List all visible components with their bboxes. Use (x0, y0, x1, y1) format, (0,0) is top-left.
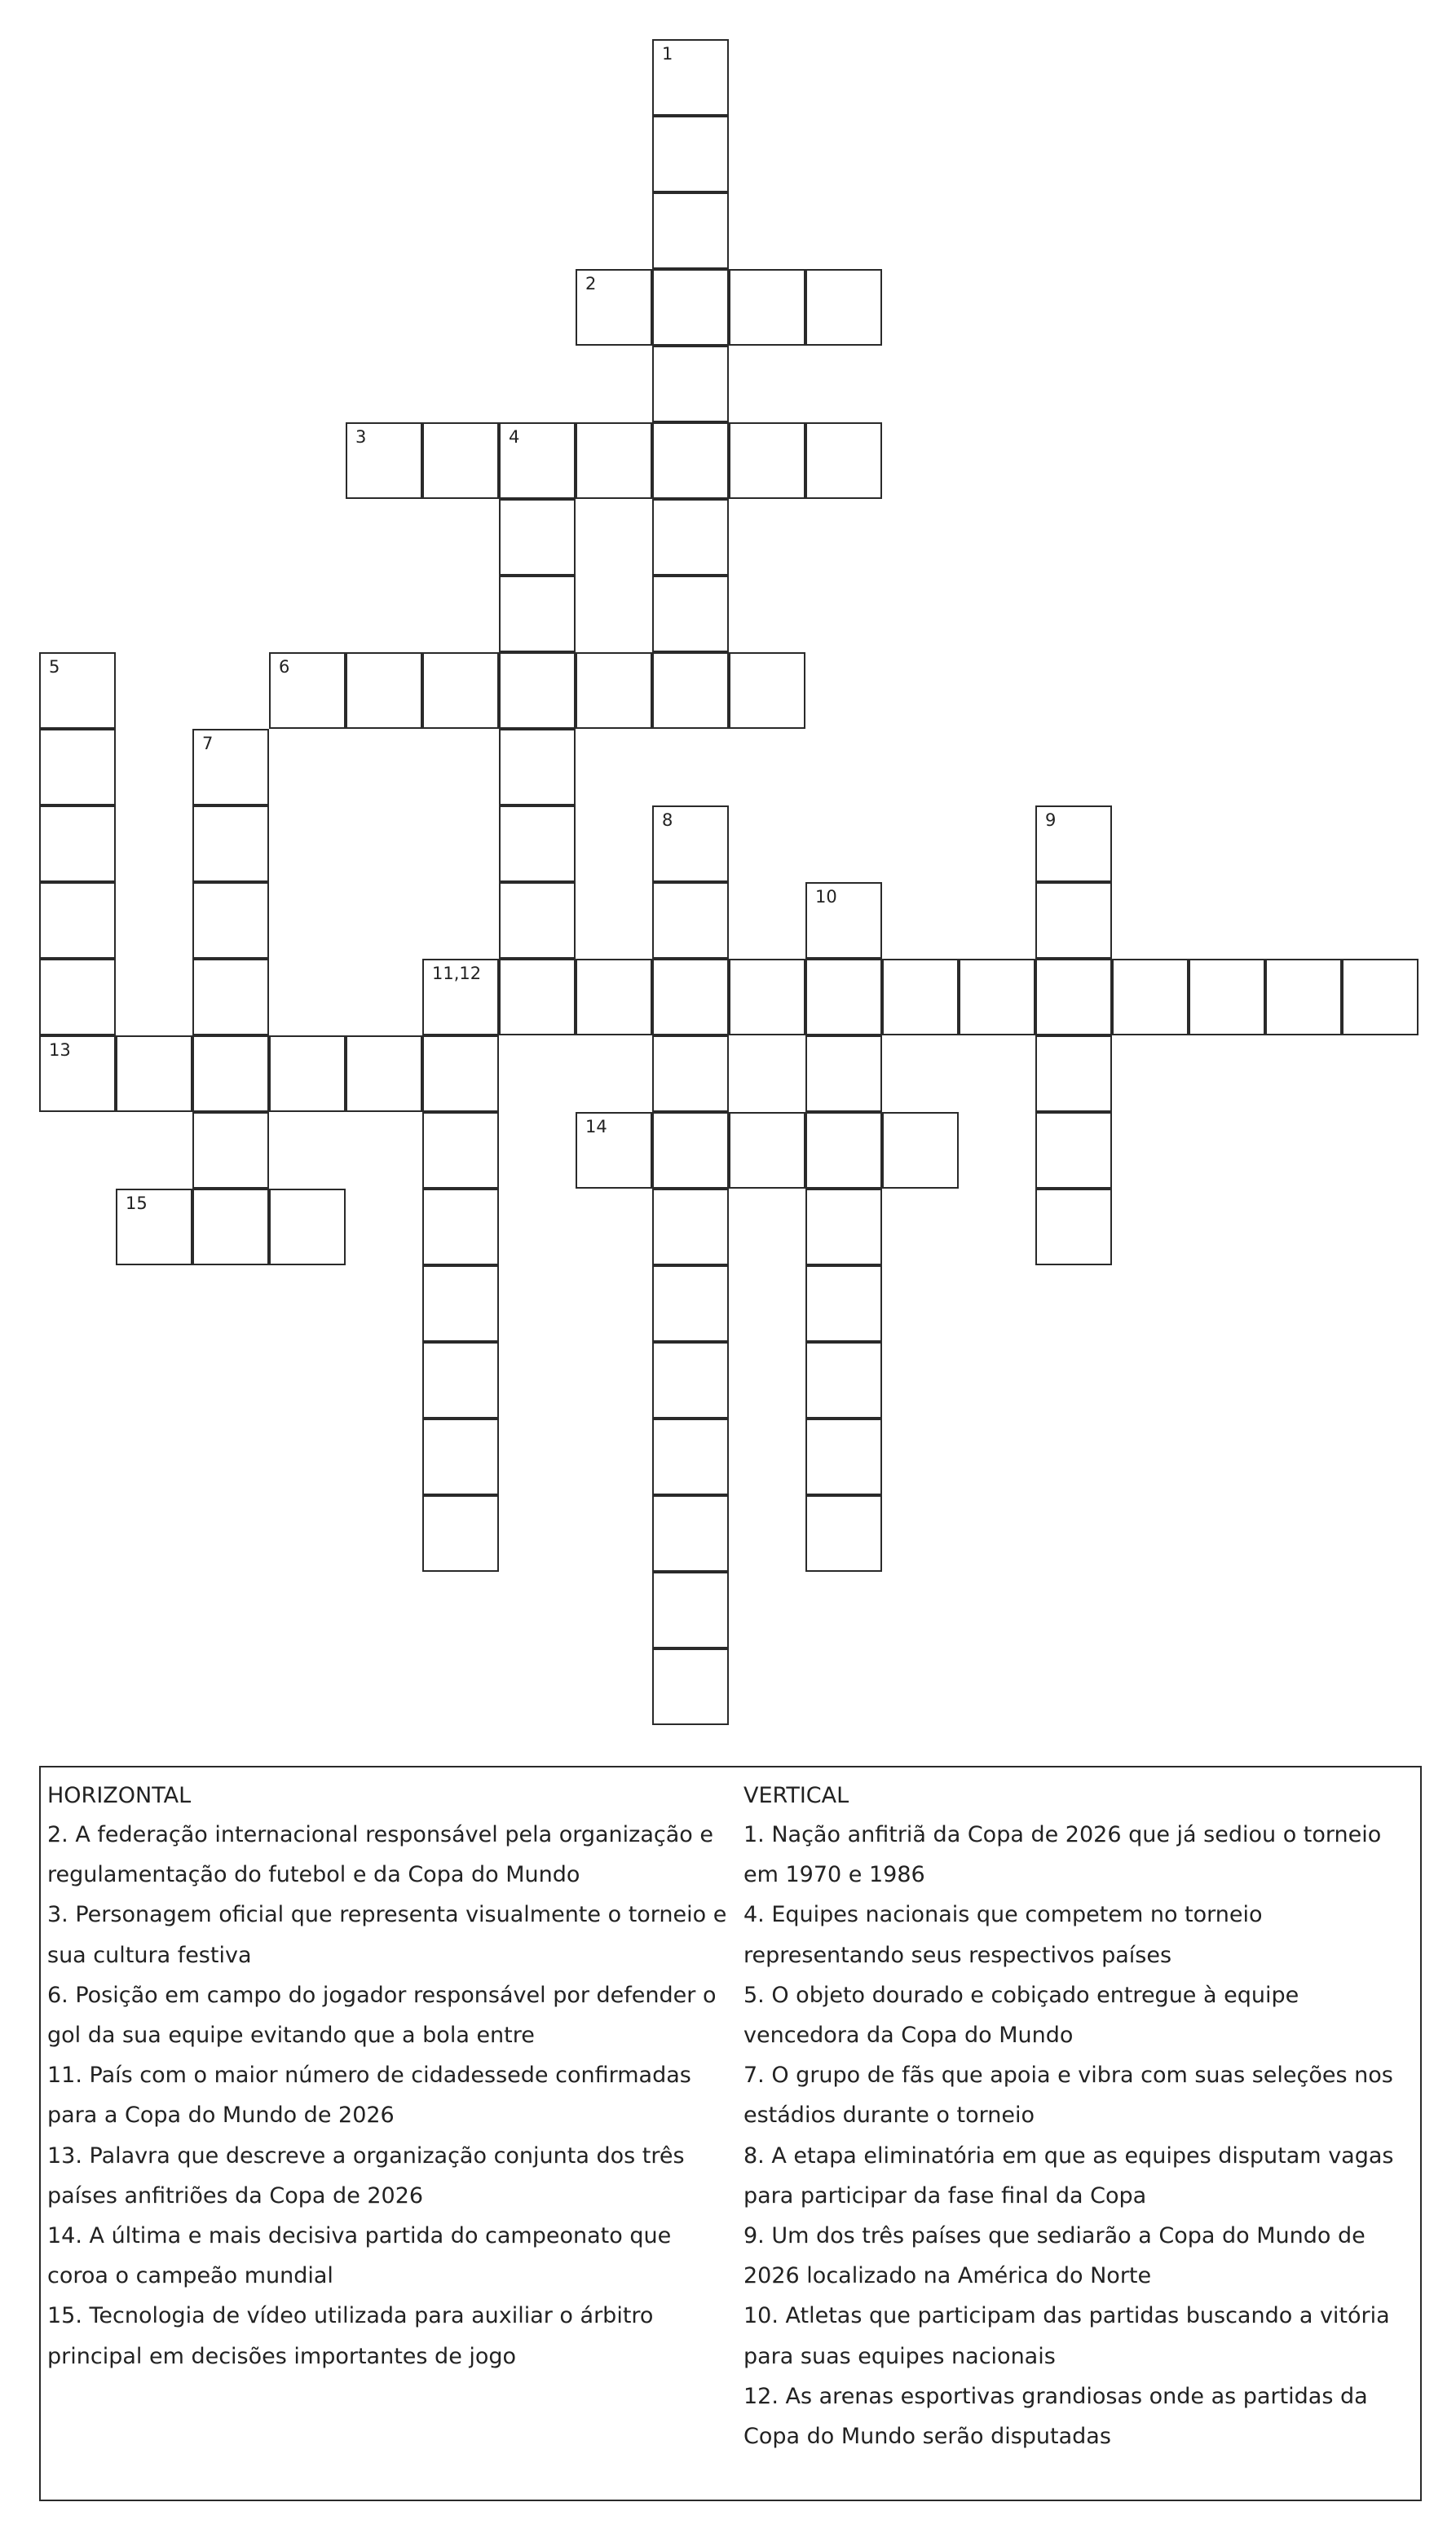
vertical-heading: VERTICAL (743, 1783, 849, 1808)
grid-cell[interactable] (116, 1189, 192, 1265)
grid-cell[interactable] (729, 269, 805, 346)
clue-v-9: 9. Um dos três países que sediarão a Copa do Mundo de 2026 localizado na América do Norte (743, 2223, 1366, 2289)
grid-cell[interactable] (192, 1112, 269, 1189)
clue-number: 10 (815, 887, 837, 907)
clue-number: 7 (202, 734, 214, 753)
grid-cell[interactable] (1035, 1189, 1112, 1265)
grid-cell[interactable] (576, 422, 652, 499)
grid-cell[interactable] (499, 959, 576, 1035)
clue-h-14: 14. A última e mais decisiva partida do campeonato que coroa o campeão mundial (47, 2223, 672, 2289)
clue-h-3: 3. Personagem oficial que representa visualmente o torneio e sua cultura festiva (47, 1902, 727, 1968)
grid-cell[interactable] (652, 269, 729, 346)
grid-cell[interactable] (882, 1112, 959, 1189)
grid-cell[interactable] (652, 1035, 729, 1112)
grid-cell[interactable] (805, 269, 882, 346)
grid-cell[interactable] (39, 1035, 116, 1112)
grid-cell[interactable] (652, 805, 729, 882)
grid-cell[interactable] (652, 1342, 729, 1419)
grid-cell[interactable] (652, 1495, 729, 1572)
grid-cell[interactable] (652, 346, 729, 422)
clue-number: 3 (355, 427, 367, 447)
clue-h-11: 11. País com o maior número de cidadessede confirmadas para a Copa do Mundo de 2026 (47, 2063, 691, 2129)
clue-number: 8 (662, 810, 673, 830)
clue-v-7: 7. O grupo de fãs que apoia e vibra com suas seleções nos estádios durante o torneio (743, 2063, 1393, 2129)
grid-cell[interactable] (1035, 882, 1112, 959)
clue-h-2: 2. A federação internacional responsável pela organização e regulamentação do futebol e da Copa do Mundo (47, 1822, 713, 1888)
grid-cell[interactable] (652, 499, 729, 576)
grid-cell[interactable] (652, 1265, 729, 1342)
grid-cell[interactable] (805, 882, 882, 959)
clue-number: 9 (1045, 810, 1057, 830)
grid-cell[interactable] (422, 652, 499, 729)
clue-h-15: 15. Tecnologia de vídeo utilizada para auxiliar o árbitro principal em decisões importantes de jogo (47, 2303, 654, 2369)
grid-cell[interactable] (652, 576, 729, 652)
clue-v-12: 12. As arenas esportivas grandiosas onde as partidas da Copa do Mundo serão disputadas (743, 2383, 1368, 2450)
grid-cell[interactable] (422, 1419, 499, 1495)
grid-cell[interactable] (729, 422, 805, 499)
grid-cell[interactable] (192, 1189, 269, 1265)
grid-cell[interactable] (499, 652, 576, 729)
grid-cell[interactable] (192, 805, 269, 882)
grid-cell[interactable] (576, 269, 652, 346)
grid-cell[interactable] (652, 192, 729, 269)
grid-cell[interactable] (729, 959, 805, 1035)
grid-cell[interactable] (882, 959, 959, 1035)
grid-cell[interactable] (652, 959, 729, 1035)
clue-number: 15 (126, 1194, 148, 1213)
grid-cell[interactable] (192, 882, 269, 959)
grid-cell[interactable] (652, 422, 729, 499)
grid-cell[interactable] (729, 1112, 805, 1189)
grid-cell[interactable] (269, 652, 346, 729)
grid-cell[interactable] (116, 1035, 192, 1112)
grid-cell[interactable] (652, 1648, 729, 1725)
grid-cell[interactable] (576, 959, 652, 1035)
grid-cell[interactable] (805, 1035, 882, 1112)
clue-number: 13 (49, 1040, 71, 1060)
grid-cell[interactable] (652, 1189, 729, 1265)
grid-cell[interactable] (39, 805, 116, 882)
grid-cell[interactable] (422, 422, 499, 499)
grid-cell[interactable] (499, 576, 576, 652)
clue-number: 1 (662, 44, 673, 64)
clues-box (39, 1766, 1422, 2501)
grid-cell[interactable] (805, 1495, 882, 1572)
grid-cell[interactable] (652, 39, 729, 116)
clue-number: 2 (585, 274, 597, 293)
grid-cell[interactable] (422, 1035, 499, 1112)
grid-cell[interactable] (805, 1265, 882, 1342)
grid-cell[interactable] (39, 652, 116, 729)
grid-cell[interactable] (805, 1189, 882, 1265)
clue-number: 11,12 (432, 964, 482, 983)
grid-cell[interactable] (499, 882, 576, 959)
grid-cell[interactable] (805, 1342, 882, 1419)
grid-cell[interactable] (652, 882, 729, 959)
clue-h-6: 6. Posição em campo do jogador responsável por defender o gol da sua equipe evitando que a bola entre (47, 1982, 717, 2049)
clue-number: 5 (49, 657, 60, 677)
grid-cell[interactable] (729, 652, 805, 729)
clue-v-4: 4. Equipes nacionais que competem no torneio representando seus respectivos países (743, 1902, 1263, 1968)
clue-v-5: 5. O objeto dourado e cobiçado entregue à equipe vencedora da Copa do Mundo (743, 1982, 1299, 2049)
grid-cell[interactable] (346, 652, 422, 729)
grid-cell[interactable] (499, 499, 576, 576)
grid-cell[interactable] (39, 959, 116, 1035)
grid-cell[interactable] (1189, 959, 1265, 1035)
clue-v-10: 10. Atletas que participam das partidas buscando a vitória para suas equipes nacionais (743, 2303, 1390, 2369)
grid-cell[interactable] (422, 1265, 499, 1342)
grid-cell[interactable] (652, 1112, 729, 1189)
grid-cell[interactable] (805, 959, 882, 1035)
clue-v-1: 1. Nação anfitriã da Copa de 2026 que já sediou o torneio em 1970 e 1986 (743, 1822, 1382, 1888)
grid-cell[interactable] (269, 1035, 346, 1112)
grid-cell[interactable] (1035, 1112, 1112, 1189)
grid-cell[interactable] (422, 1112, 499, 1189)
grid-cell[interactable] (1112, 959, 1189, 1035)
grid-cell[interactable] (652, 116, 729, 192)
clue-number: 14 (585, 1117, 607, 1136)
grid-cell[interactable] (1035, 959, 1112, 1035)
grid-cell[interactable] (192, 959, 269, 1035)
grid-cell[interactable] (576, 652, 652, 729)
grid-cell[interactable] (805, 1419, 882, 1495)
grid-cell[interactable] (1035, 805, 1112, 882)
clue-h-13: 13. Palavra que descreve a organização conjunta dos três países anfitriões da Copa de 2026 (47, 2142, 685, 2209)
grid-cell[interactable] (346, 422, 422, 499)
grid-cell[interactable] (422, 1342, 499, 1419)
grid-cell[interactable] (39, 882, 116, 959)
horizontal-heading: HORIZONTAL (47, 1783, 192, 1808)
clue-v-8: 8. A etapa eliminatória em que as equipes disputam vagas para participar da fase final da Copa (743, 2142, 1394, 2209)
grid-cell[interactable] (576, 1112, 652, 1189)
grid-cell[interactable] (652, 652, 729, 729)
vertical-clues (743, 1767, 1420, 2456)
grid-cell[interactable] (422, 1189, 499, 1265)
grid-cell[interactable] (499, 729, 576, 805)
grid-cell[interactable] (192, 729, 269, 805)
clue-number: 4 (509, 427, 520, 447)
clue-number: 6 (279, 657, 290, 677)
grid-cell[interactable] (422, 959, 499, 1035)
grid-cell[interactable] (499, 422, 576, 499)
grid-cell[interactable] (805, 1112, 882, 1189)
grid-cell[interactable] (652, 1419, 729, 1495)
grid-cell[interactable] (805, 422, 882, 499)
grid-cell[interactable] (1265, 959, 1342, 1035)
grid-cell[interactable] (39, 729, 116, 805)
grid-cell[interactable] (1035, 1035, 1112, 1112)
grid-cell[interactable] (346, 1035, 422, 1112)
grid-cell[interactable] (269, 1189, 346, 1265)
grid-cell[interactable] (499, 805, 576, 882)
grid-cell[interactable] (192, 1035, 269, 1112)
grid-cell[interactable] (959, 959, 1035, 1035)
grid-cell[interactable] (422, 1495, 499, 1572)
horizontal-clues (47, 1767, 732, 2376)
grid-cell[interactable] (1342, 959, 1418, 1035)
grid-cell[interactable] (652, 1572, 729, 1648)
